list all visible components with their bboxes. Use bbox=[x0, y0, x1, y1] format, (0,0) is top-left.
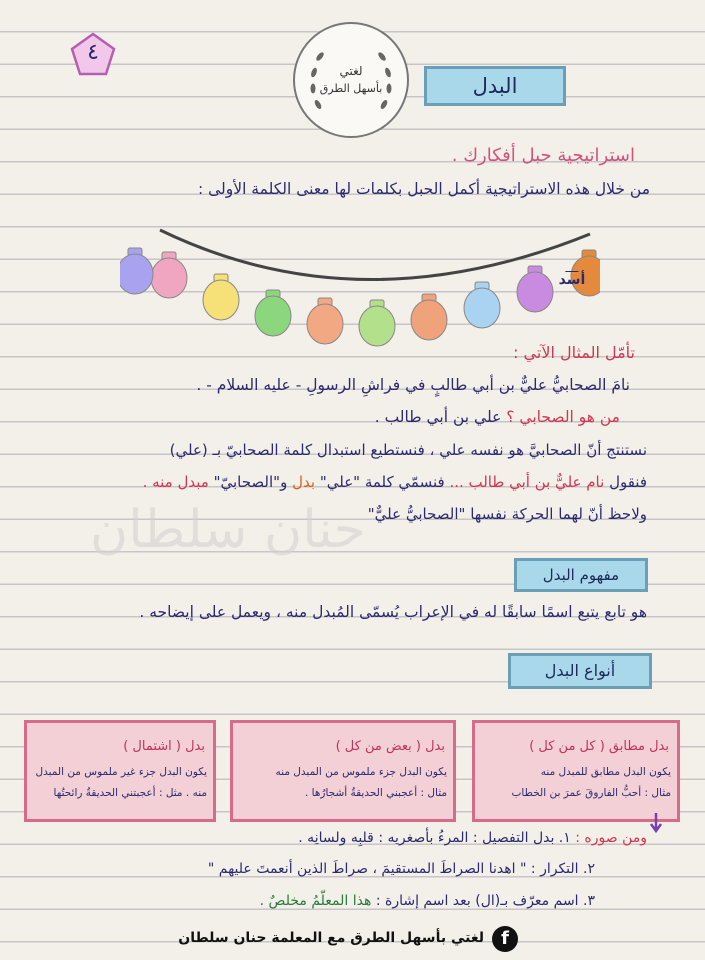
footer-text: لغتي بأسهل الطرق مع المعلمة حنان سلطان bbox=[178, 930, 484, 946]
forms-item1-label: ١. بدل التفصيل : bbox=[472, 830, 571, 846]
facebook-icon[interactable]: f bbox=[492, 926, 518, 952]
say-prefix: فنقول bbox=[609, 473, 647, 491]
example-heading: تأمّل المثال الآتي : bbox=[513, 343, 635, 362]
type-card-2 bbox=[230, 720, 456, 822]
first-word-top: ــــ bbox=[565, 262, 579, 275]
types-heading: أنواع البدل bbox=[508, 653, 652, 689]
forms-item2-label: ٢. التكرار : bbox=[530, 861, 595, 877]
forms-item2-text: " اهدنا الصراطَ المستقيمَ ، صراطَ الذين أنعمتَ عليهم " bbox=[207, 861, 527, 877]
strategy-instruction: من خلال هذه الاستراتيجية أكمل الحبل بكلمات لها معنى الكلمة الأولى : bbox=[197, 180, 650, 198]
forms-item3-label: ٣. اسم معرّف بـ(ال) بعد اسم إشارة : bbox=[375, 893, 595, 909]
logo-line1: لغتي bbox=[339, 64, 363, 78]
first-word: أسد bbox=[558, 272, 586, 288]
type-card-1-title: بدل مطابق ( كل من كل ) bbox=[529, 739, 669, 754]
type-card-3-line1: يكون البدل جزء غير ملموس من المبدل bbox=[35, 766, 207, 778]
lightbulb-icon bbox=[203, 274, 239, 320]
concept-heading: مفهوم البدل bbox=[514, 558, 648, 592]
say-mubdal: مبدل منه . bbox=[142, 473, 209, 491]
forms-line-3 bbox=[260, 893, 595, 909]
example-conclusion: نستنتج أنّ الصحابيَّ هو نفسه علي ، فنستطيع استبدال كلمة الصحابيّ بـ (علي) bbox=[169, 441, 647, 459]
lightbulb-icon bbox=[255, 290, 291, 336]
lightbulb-icon bbox=[120, 248, 153, 294]
strategy-heading: استراتيجية حبل أفكارك . bbox=[451, 145, 635, 166]
example-say-line bbox=[143, 473, 647, 491]
forms-item1-text: المرءُ بأصغريه : قلبِه ولسانِه . bbox=[298, 830, 469, 846]
type-card-1 bbox=[472, 720, 680, 822]
lightbulb-icon bbox=[517, 266, 553, 312]
logo-line2: بأسهل الطرق bbox=[319, 82, 383, 95]
type-card-2-line1: يكون البدل جزء ملموس من المبدل منه bbox=[275, 766, 447, 778]
type-card-3-line2: منه . مثل : أعجبتني الحديقةُ رائحتُها bbox=[53, 787, 207, 799]
say-red: نام عليٌّ بن أبي طالب ... bbox=[449, 473, 605, 491]
type-card-2-title: بدل ( بعض من كل ) bbox=[335, 739, 445, 754]
type-card-1-line2: مثال : أحبُّ الفاروقَ عمرَ بن الخطاب bbox=[511, 787, 671, 799]
idea-rope bbox=[120, 222, 600, 352]
lightbulb-icon bbox=[151, 252, 187, 298]
concept-text: هو تابع يتبع اسمًا سابقًا له في الإعراب يُسمّى المُبدل منه ، ويعمل على إيضاحه . bbox=[139, 603, 647, 621]
example-sentence: نامَ الصحابيُّ عليٌّ بن أبي طالبٍ في فراشِ الرسولِ - عليه السلام - . bbox=[196, 376, 630, 394]
say-mid: فنسمّي كلمة "علي" bbox=[319, 473, 445, 491]
lightbulb-icon bbox=[411, 294, 447, 340]
logo-seal bbox=[293, 22, 409, 138]
page-number-badge bbox=[70, 32, 116, 76]
lightbulb-icon bbox=[464, 282, 500, 328]
say-and: و"الصحابيّ" bbox=[213, 473, 288, 491]
arrow-down-icon bbox=[648, 812, 664, 834]
watermark: حنان سلطان bbox=[90, 500, 366, 560]
lightbulb-icon bbox=[307, 298, 343, 344]
forms-item3-text: هذا المعلّمُ مخلصٌ . bbox=[259, 893, 372, 909]
example-question bbox=[375, 408, 620, 426]
type-card-3 bbox=[24, 720, 216, 822]
page-title: البدل bbox=[424, 66, 566, 106]
type-card-3-title: بدل ( اشتمال ) bbox=[123, 739, 205, 754]
example-note: ولاحظ أنّ لهما الحركة نفسها "الصحابيُّ عليٌّ" bbox=[367, 505, 647, 523]
type-card-2-line2: مثال : أعجبني الحديقةُ أشجارُها . bbox=[304, 787, 447, 799]
question-text: من هو الصحابي ؟ bbox=[506, 408, 620, 426]
say-badal: بدل bbox=[292, 473, 316, 491]
footer bbox=[178, 926, 518, 954]
type-card-1-line1: يكون البدل مطابق للمبدل منه bbox=[540, 766, 671, 778]
lightbulb-icon bbox=[359, 300, 395, 346]
forms-intro: ومن صوره : bbox=[575, 830, 647, 846]
page-number: ٤ bbox=[87, 40, 99, 65]
answer-text: علي بن أبي طالب . bbox=[374, 408, 502, 426]
forms-line-1 bbox=[298, 830, 647, 846]
forms-line-2 bbox=[208, 861, 595, 877]
